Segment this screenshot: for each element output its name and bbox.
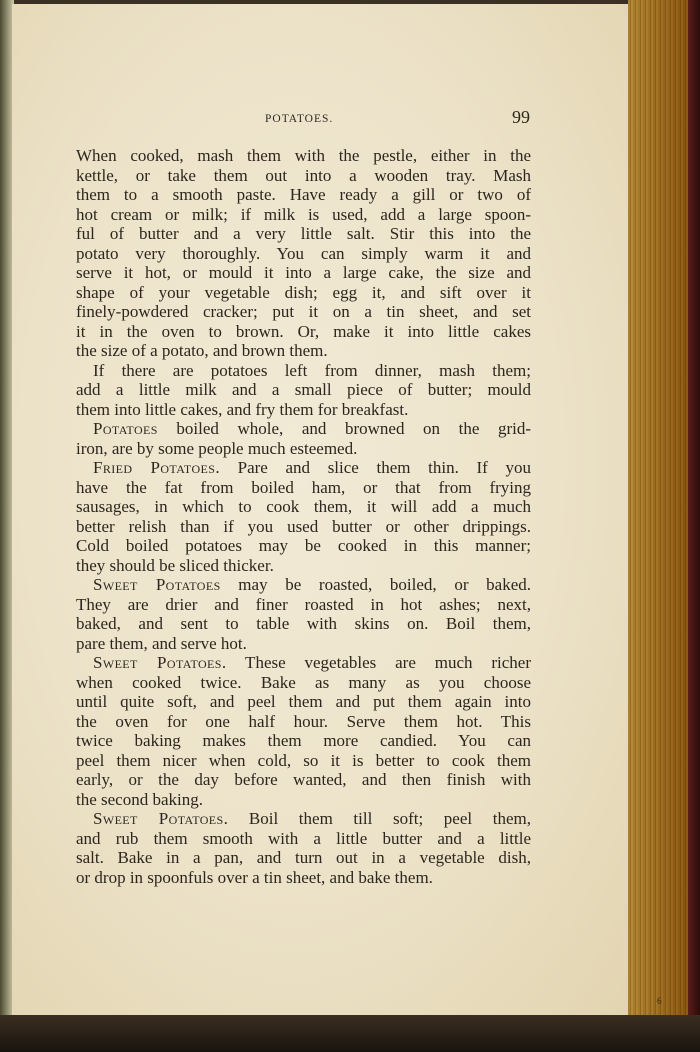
line-text: they should be sliced thicker. xyxy=(76,555,274,575)
page-stack-edge xyxy=(628,0,690,1015)
line-text: When cooked, mash them with the pestle, either in the xyxy=(76,146,531,165)
line-text: add a little milk and a small piece of butter; mould xyxy=(76,380,531,399)
text-line xyxy=(76,283,531,303)
line-text: ful of butter and a very little salt. Stir this into the xyxy=(76,224,531,243)
page-number: 99 xyxy=(512,107,530,127)
paragraph xyxy=(76,653,531,809)
line-text: iron, are by some people much esteemed. xyxy=(76,438,358,458)
scan-bottom-edge xyxy=(0,1015,700,1052)
book-cover-edge xyxy=(688,0,700,1052)
line-text: twice baking makes them more candied. You can xyxy=(76,731,531,750)
paragraph xyxy=(76,361,531,420)
line-text: serve it hot, or mould it into a large cake, the size and xyxy=(76,263,531,282)
line-text: and rub them smooth with a little butter and a little xyxy=(76,828,531,848)
text-line xyxy=(76,478,531,498)
text-line xyxy=(76,770,531,790)
text-line xyxy=(76,517,531,537)
line-text: Boil them till soft; peel them, xyxy=(228,809,531,828)
line-text: the second baking. xyxy=(76,789,203,809)
line-text: them to a smooth paste. Have ready a gill or two of xyxy=(76,185,531,204)
line-text: peel them nicer when cold, so it is better to cook them xyxy=(76,750,531,770)
text-line xyxy=(76,458,531,478)
text-line xyxy=(76,341,531,361)
line-text: may be roasted, boiled, or baked. xyxy=(220,575,531,594)
text-line xyxy=(76,361,531,381)
line-text: salt. Bake in a pan, and turn out in a vegetable dish, xyxy=(76,848,531,867)
text-line xyxy=(76,205,531,225)
line-text: better relish than if you used butter or other drippings. xyxy=(76,516,531,536)
text-line xyxy=(76,790,531,810)
text-line xyxy=(76,419,531,439)
text-line xyxy=(76,673,531,693)
line-text: sausages, in which to cook them, it will add a much xyxy=(76,497,531,516)
paragraph xyxy=(76,146,531,361)
line-text: it in the oven to brown. Or, make it into little cakes xyxy=(76,321,531,341)
line-text: kettle, or take them out into a wooden tray. Mash xyxy=(76,165,531,185)
text-line xyxy=(76,634,531,654)
paragraph xyxy=(76,809,531,887)
text-line xyxy=(76,244,531,264)
line-text: These vegetables are much richer xyxy=(226,653,531,672)
line-text: boiled whole, and browned on the grid- xyxy=(157,419,531,438)
text-line xyxy=(76,497,531,517)
text-line xyxy=(76,439,531,459)
line-text: have the fat from boiled ham, or that from frying xyxy=(76,477,531,497)
text-line xyxy=(76,575,531,595)
line-text: early, or the day before wanted, and then finish with xyxy=(76,770,531,789)
text-line xyxy=(76,751,531,771)
text-line xyxy=(76,224,531,244)
line-text: hot cream or milk; if milk is used, add a large spoon- xyxy=(76,204,531,224)
line-text: Pare and slice them thin. If you xyxy=(219,458,531,477)
line-text: when cooked twice. Bake as many as you choose xyxy=(76,672,531,692)
line-text: shape of your vegetable dish; egg it, and sift over it xyxy=(76,282,531,302)
text-line xyxy=(76,185,531,205)
section-lead: Fried Potatoes. xyxy=(93,458,220,477)
line-text: or drop in spoonfuls over a tin sheet, and bake them. xyxy=(76,867,433,887)
line-text: pare them, and serve hot. xyxy=(76,633,247,653)
text-line xyxy=(76,322,531,342)
line-text: finely-powdered cracker; put it on a tin sheet, and set xyxy=(76,302,531,321)
line-text: If there are potatoes left from dinner, mash them; xyxy=(93,360,531,380)
text-line xyxy=(76,712,531,732)
text-line xyxy=(76,400,531,420)
paragraph xyxy=(76,419,531,458)
signature-mark: 6 xyxy=(657,996,662,1006)
section-lead: Sweet Potatoes. xyxy=(93,809,229,828)
line-text: They are drier and finer roasted in hot ashes; next, xyxy=(76,594,531,614)
text-line xyxy=(76,692,531,712)
text-line xyxy=(76,380,531,400)
line-text: Cold boiled potatoes may be cooked in this manner; xyxy=(76,536,531,555)
text-line xyxy=(76,731,531,751)
text-line xyxy=(76,556,531,576)
section-lead: Potatoes xyxy=(93,419,158,438)
paragraph xyxy=(76,458,531,575)
text-line xyxy=(76,595,531,615)
line-text: them into little cakes, and fry them for breakfast. xyxy=(76,399,409,419)
text-line xyxy=(76,653,531,673)
text-line xyxy=(76,263,531,283)
body-text xyxy=(76,146,531,887)
text-line xyxy=(76,146,531,166)
text-line xyxy=(76,166,531,186)
text-line xyxy=(76,536,531,556)
text-line xyxy=(76,848,531,868)
text-line xyxy=(76,614,531,634)
text-line xyxy=(76,302,531,322)
line-text: baked, and sent to table with skins on. Boil them, xyxy=(76,614,531,633)
section-lead: Sweet Potatoes xyxy=(93,575,221,594)
text-line xyxy=(76,829,531,849)
paragraph xyxy=(76,575,531,653)
text-line xyxy=(76,868,531,888)
section-lead: Sweet Potatoes. xyxy=(93,653,227,672)
running-title: POTATOES. xyxy=(265,113,334,125)
line-text: until quite soft, and peel them and put them again into xyxy=(76,692,531,711)
line-text: potato very thoroughly. You can simply warm it and xyxy=(76,243,531,263)
text-line xyxy=(76,809,531,829)
line-text: the oven for one half hour. Serve them hot. This xyxy=(76,711,531,731)
line-text: the size of a potato, and brown them. xyxy=(76,341,328,360)
